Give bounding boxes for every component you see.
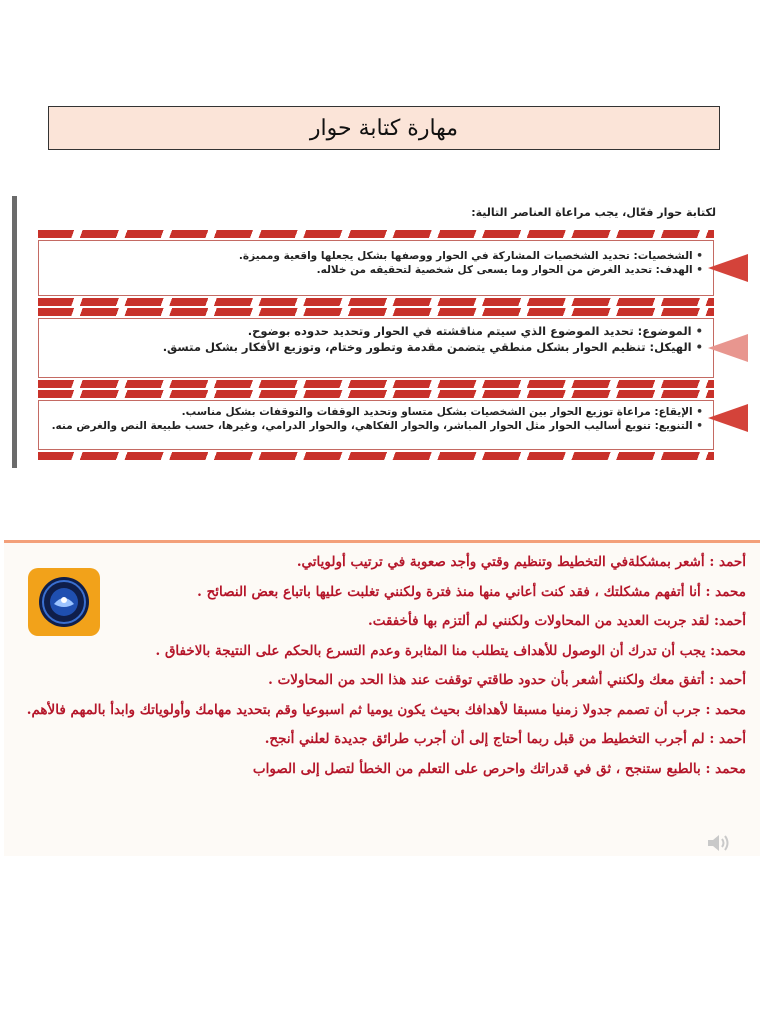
elements-slide bbox=[12, 196, 756, 468]
dialogue-line: محمد : أنا أتفهم مشكلتك ، فقد كنت أعاني منها منذ فترة ولكنني تغلبت عليها باتباع بعض النصائح . bbox=[197, 583, 746, 600]
stripe-decoration bbox=[38, 380, 714, 388]
dialogue-line: محمد: يجب أن تدرك أن الوصول للأهداف يتطلب منا المثابرة وعدم التسرع بالحكم على النتيجة بالاخفاق . bbox=[155, 642, 746, 659]
item-text: الهدف: تحديد الغرض من الحوار وما يسعى كل شخصية لتحقيقه من خلاله. bbox=[316, 264, 693, 276]
slide-intro: لكتابة حوار فعّال، يجب مراعاة العناصر التالية: bbox=[471, 206, 716, 219]
dialogue-line: أحمد : أشعر بمشكلةفي التخطيط وتنظيم وقتي وأجد صعوبة في ترتيب أولوياتي. bbox=[296, 554, 746, 570]
dialogue-line: أحمد : لم أجرب التخطيط من قبل ربما أحتاج إلى أن أجرب طرائق جديدة لعلني أنجح. bbox=[264, 731, 746, 747]
arrow-icon bbox=[708, 404, 748, 432]
dialogue-text bbox=[26, 548, 746, 784]
stripe-decoration bbox=[38, 390, 714, 398]
speaker-icon[interactable] bbox=[706, 832, 730, 854]
dialogue-line: أحمد : أتفق معك ولكنني أشعر بأن حدود طاقتي توقفت عند هذا الحد من المحاولات . bbox=[268, 672, 746, 688]
stripe-decoration bbox=[38, 452, 714, 460]
list-item: • التنويع: تنويع أساليب الحوار مثل الحوار المباشر، والحوار الفكاهي، والحوار الدرامي، وغيرها، حسب طبيعة النص والغرض منه. bbox=[51, 420, 703, 432]
arrow-icon bbox=[708, 254, 748, 282]
stripe-decoration bbox=[38, 230, 714, 238]
page-title: مهارة كتابة حوار bbox=[48, 106, 720, 150]
slide-left-bar bbox=[12, 196, 17, 468]
arrow-icon bbox=[708, 334, 748, 362]
list-item: • الإيقاع: مراعاة توزيع الحوار بين الشخصيات بشكل متساو وتحديد الوقفات والتوقفات بشكل مناسب. bbox=[181, 406, 703, 418]
dialogue-line: محمد : بالطبع ستنجح ، ثق في قدراتك واحرص على التعلم من الخطأ لتصل إلى الصواب bbox=[252, 760, 746, 777]
item-text: الموضوع: تحديد الموضوع الذي سيتم مناقشته في الحوار وتحديد حدوده بوضوح. bbox=[247, 324, 692, 338]
list-item: • الشخصيات: تحديد الشخصيات المشاركة في الحوار ووصفها بشكل يجعلها واقعية ومميزة. bbox=[238, 250, 703, 262]
dialogue-line: أحمد: لقد جربت العديد من المحاولات ولكنني لم ألتزم بها فأخفقت. bbox=[368, 613, 746, 629]
dialogue-slide bbox=[4, 540, 760, 856]
item-text: الهيكل: تنظيم الحوار بشكل منطقي يتضمن مقدمة وتطور وختام، وتوزيع الأفكار بشكل متسق. bbox=[162, 340, 692, 354]
dialogue-line: محمد : جرب أن تصمم جدولا زمنيا مسبقا لأهدافك بحيث يكون يوميا ثم اسبوعيا وقم بتحديد مهامك وأولوياتك وابدأ بالمهم فالأهم. bbox=[26, 701, 746, 718]
item-text: الإيقاع: مراعاة توزيع الحوار بين الشخصيات بشكل متساو وتحديد الوقفات والتوقفات بشكل مناسب. bbox=[181, 406, 693, 418]
stripe-decoration bbox=[38, 308, 714, 316]
element-group-1 bbox=[38, 240, 714, 296]
list-item: • الموضوع: تحديد الموضوع الذي سيتم مناقشته في الحوار وتحديد حدوده بوضوح. bbox=[247, 324, 703, 338]
list-item: • الهدف: تحديد الغرض من الحوار وما يسعى كل شخصية لتحقيقه من خلاله. bbox=[316, 264, 703, 276]
slide-top-line bbox=[4, 540, 760, 543]
item-text: التنويع: تنويع أساليب الحوار مثل الحوار المباشر، والحوار الفكاهي، والحوار الدرامي، وغيرها، حسب طبيعة النص والغرض منه. bbox=[51, 420, 693, 432]
element-group-2 bbox=[38, 318, 714, 378]
element-group-3 bbox=[38, 400, 714, 450]
stripe-decoration bbox=[38, 298, 714, 306]
item-text: الشخصيات: تحديد الشخصيات المشاركة في الحوار ووصفها بشكل يجعلها واقعية ومميزة. bbox=[238, 250, 693, 262]
list-item: • الهيكل: تنظيم الحوار بشكل منطقي يتضمن مقدمة وتطور وختام، وتوزيع الأفكار بشكل متسق. bbox=[162, 340, 703, 354]
